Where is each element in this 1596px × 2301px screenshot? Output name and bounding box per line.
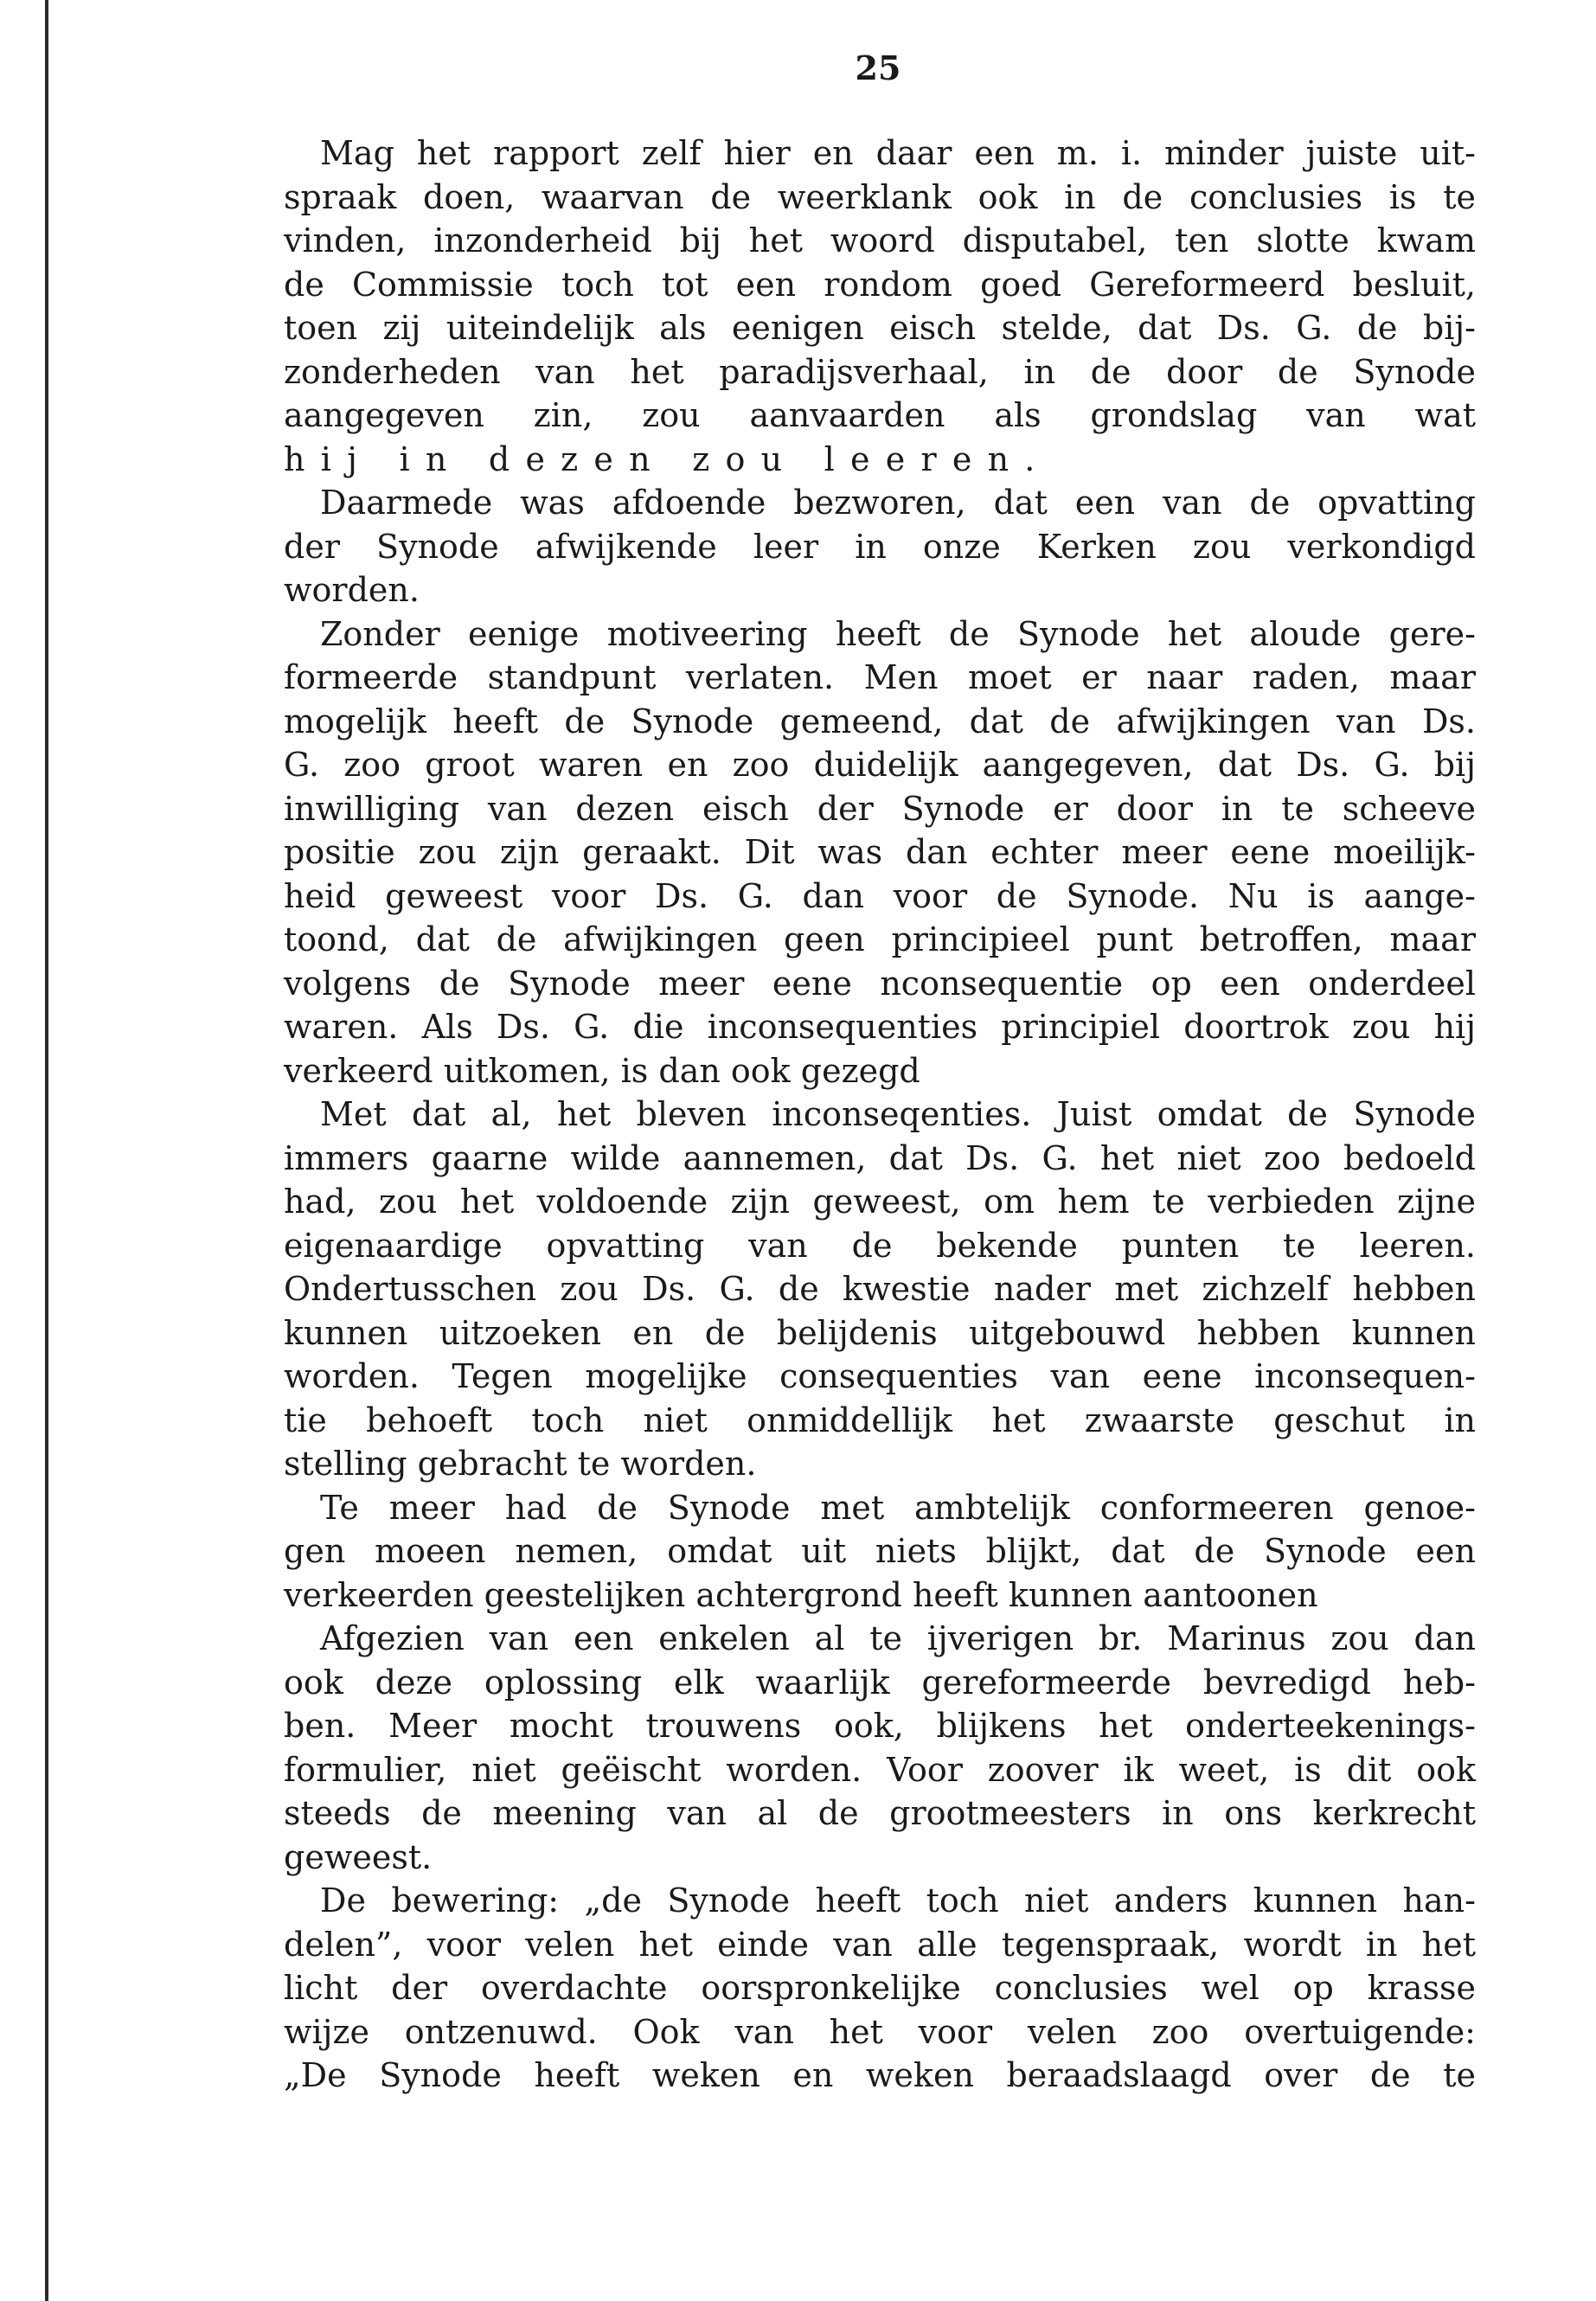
- text-line: immers gaarne wilde aannemen, dat Ds. G. het niet zoo bedoeld: [284, 1138, 1476, 1177]
- text-line: vinden, inzonderheid bij het woord disputabel, ten slotte kwam: [284, 221, 1476, 260]
- text-line: steeds de meening van al de grootmeesters in ons kerkrecht: [284, 1794, 1476, 1832]
- text-line: worden.: [284, 571, 420, 609]
- text-line: inwilliging van dezen eisch der Synode er door in te scheeve: [284, 789, 1476, 828]
- text-line: Zonder eenige motiveering heeft de Synode het aloude gere-: [320, 614, 1476, 653]
- text-line: worden. Tegen mogelijke consequenties van eene inconsequen-: [284, 1357, 1476, 1395]
- text-line: licht der overdachte oorspronkelijke conclusies wel op krasse: [284, 1969, 1476, 2007]
- text-line: Te meer had de Synode met ambtelijk conformeeren genoe-: [320, 1488, 1476, 1527]
- text-line: waren. Als Ds. G. die inconsequenties principiel doortrok zou hij: [284, 1008, 1476, 1046]
- text-line: volgens de Synode meer eene nconsequentie op een onderdeel: [284, 964, 1476, 1003]
- text-line: Mag het rapport zelf hier en daar een m. i. minder juiste uit-: [320, 134, 1476, 172]
- text-line: De bewering: „de Synode heeft toch niet anders kunnen han-: [320, 1881, 1476, 1920]
- page-number: 25: [855, 48, 901, 87]
- text-line: „De Synode heeft weken en weken beraadslaagd over de te: [284, 2056, 1476, 2094]
- text-line: Daarmede was afdoende bezworen, dat een van de opvatting: [320, 484, 1476, 522]
- text-line: formulier, niet geëischt worden. Voor zoover ik weet, is dit ook: [284, 1750, 1476, 1789]
- text-line: Met dat al, het bleven inconseqenties. Juist omdat de Synode: [320, 1095, 1476, 1133]
- text-line: Ondertusschen zou Ds. G. de kwestie nader met zichzelf hebben: [284, 1270, 1476, 1308]
- text-line: ben. Meer mocht trouwens ook, blijkens het onderteekenings-: [284, 1707, 1476, 1745]
- text-line: der Synode afwijkende leer in onze Kerken zou verkondigd: [284, 527, 1476, 566]
- text-line: heid geweest voor Ds. G. dan voor de Synode. Nu is aange-: [284, 876, 1476, 915]
- text-line: kunnen uitzoeken en de belijdenis uitgebouwd hebben kunnen: [284, 1313, 1476, 1352]
- text-line: de Commissie toch tot een rondom goed Gereformeerd besluit,: [284, 265, 1476, 304]
- text-line: wijze ontzenuwd. Ook van het voor velen zoo overtuigende:: [284, 2012, 1476, 2051]
- text-line: stelling gebracht te worden.: [284, 1445, 757, 1483]
- text-line: verkeerden geestelijken achtergrond heeft kunnen aantoonen: [284, 1575, 1318, 1614]
- text-line: tie behoeft toch niet onmiddellijk het zwaarste geschut in: [284, 1400, 1476, 1439]
- text-line: zonderheden van het paradijsverhaal, in de door de Synode: [284, 352, 1476, 391]
- text-line: ook deze oplossing elk waarlijk gereformeerde bevredigd heb-: [284, 1663, 1476, 1702]
- page-binding-edge: [45, 0, 48, 2301]
- text-line: eigenaardige opvatting van de bekende punten te leeren.: [284, 1226, 1476, 1265]
- text-line: verkeerd uitkomen, is dan ook gezegd: [284, 1051, 920, 1090]
- text-line: Afgezien van een enkelen al te ijverigen br. Marinus zou dan: [320, 1619, 1476, 1657]
- text-line: G. zoo groot waren en zoo duidelijk aangegeven, dat Ds. G. bij: [284, 746, 1476, 784]
- text-line: hij in dezen zou leeren.: [284, 439, 1051, 478]
- text-line: toond, dat de afwijkingen geen principieel punt betroffen, maar: [284, 920, 1476, 958]
- text-line: toen zij uiteindelijk als eenigen eisch stelde, dat Ds. G. de bij-: [284, 309, 1476, 347]
- text-line: spraak doen, waarvan de weerklank ook in de conclusies is te: [284, 177, 1476, 216]
- text-line: aangegeven zin, zou aanvaarden als grondslag van wat: [284, 396, 1476, 434]
- text-line: mogelijk heeft de Synode gemeend, dat de afwijkingen van Ds.: [284, 702, 1476, 740]
- text-line: had, zou het voldoende zijn geweest, om hem te verbieden zijne: [284, 1183, 1476, 1221]
- body-text: [284, 131, 1476, 2098]
- text-line: formeerde standpunt verlaten. Men moet er naar raden, maar: [284, 658, 1476, 696]
- text-line: delen”, voor velen het einde van alle tegenspraak, wordt in het: [284, 1925, 1476, 1964]
- text-line: geweest.: [284, 1837, 433, 1876]
- text-line: gen moeen nemen, omdat uit niets blijkt, dat de Synode een: [284, 1532, 1476, 1570]
- text-line: positie zou zijn geraakt. Dit was dan echter meer eene moeilijk-: [284, 833, 1476, 871]
